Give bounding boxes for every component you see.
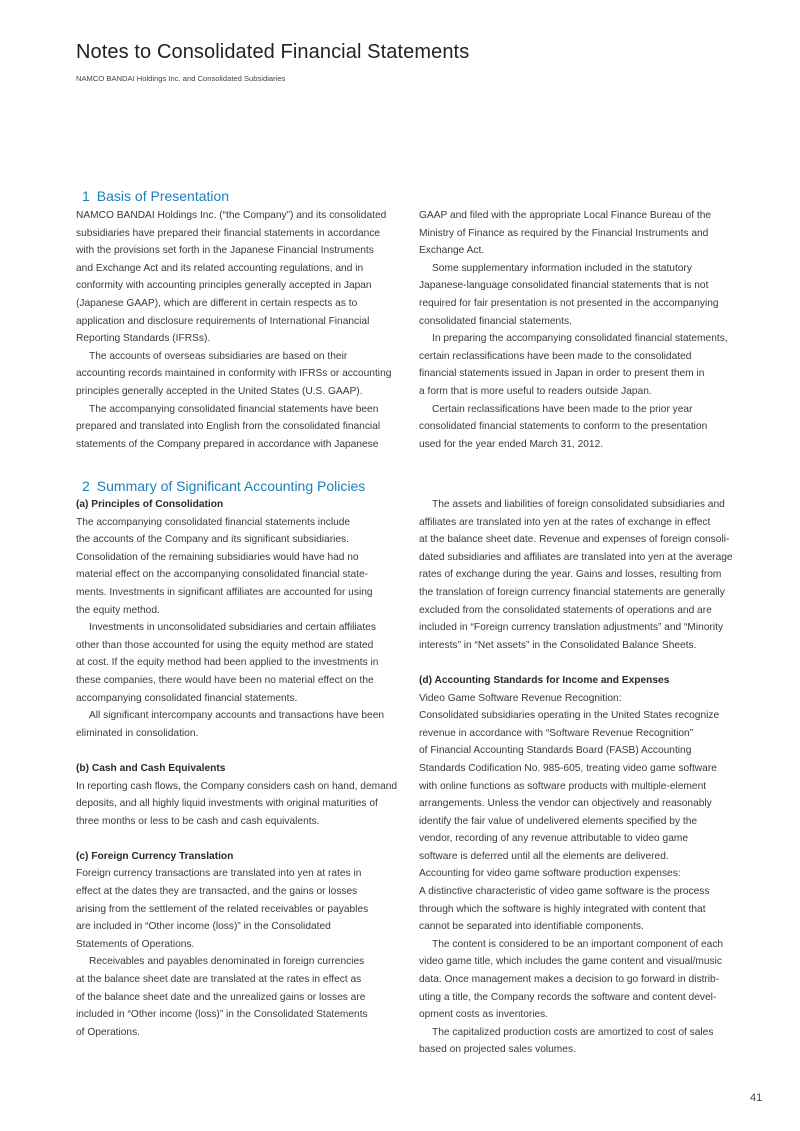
text-line: at the balance sheet date. Revenue and expenses of foreign consoli- xyxy=(419,534,730,546)
text-line: deposits, and all highly liquid investments with original maturities of xyxy=(76,798,378,810)
text-line: NAMCO BANDAI Holdings Inc. (“the Company”) and its consolidated xyxy=(76,210,387,221)
text-line: Receivables and payables denominated in foreign currencies xyxy=(89,956,365,968)
text-line: certain reclassifications have been made to the consolidated xyxy=(419,350,692,362)
text-line: Reporting Standards (IFRSs). xyxy=(76,333,211,345)
text-line: the equity method. xyxy=(76,604,160,616)
text-line: data. Once management makes a decision to go forward in distrib- xyxy=(419,974,720,986)
section-1-title: Basis of Presentation xyxy=(96,188,230,204)
text-line: Japanese-language consolidated financial statements that is not xyxy=(419,280,709,292)
text-line: Accounting for video game software production expenses: xyxy=(419,868,681,880)
text-line: with online functions as software products with multiple-element xyxy=(419,780,707,792)
text-line: and Exchange Act and its related accounting regulations, and in xyxy=(76,262,364,274)
text-line: the translation of foreign currency financial statements are generally xyxy=(419,586,725,598)
text-line: based on projected sales volumes. xyxy=(419,1044,576,1056)
text-line: conformity with accounting principles generally accepted in Japan xyxy=(76,280,372,292)
text-line: In reporting cash flows, the Company considers cash on hand, demand xyxy=(76,780,398,792)
text-line: included in “Foreign currency translation adjustments” and “Minority xyxy=(419,622,724,634)
text-line: accounting records maintained in conformity with IFRSs or accounting xyxy=(76,368,392,380)
subsection-c-heading: (c) Foreign Currency Translation xyxy=(76,850,234,862)
text-line: cannot be separated into identifiable components. xyxy=(419,921,644,933)
text-line: three months or less to be cash and cash equivalents. xyxy=(76,815,320,827)
section-1-right-column xyxy=(419,207,754,453)
text-line: of the balance sheet date and the unrealized gains or losses are xyxy=(76,991,366,1003)
subsection-b-heading: (b) Cash and Cash Equivalents xyxy=(76,762,226,774)
text-line: statements of the Company prepared in accordance with Japanese xyxy=(76,438,379,450)
text-line: Foreign currency transactions are translated into yen at rates in xyxy=(76,868,362,880)
section-1-left-column xyxy=(76,207,411,453)
text-line: are included in “Other income (loss)” in the Consolidated xyxy=(76,921,331,933)
text-line: subsidiaries have prepared their financial statements in accordance xyxy=(76,227,381,239)
text-line: The accompanying consolidated financial statements include xyxy=(76,516,351,528)
text-line: In preparing the accompanying consolidated financial statements, xyxy=(432,333,728,345)
text-line: Exchange Act. xyxy=(419,245,485,257)
text-line: rates of exchange during the year. Gains and losses, resulting from xyxy=(419,569,722,581)
text-line: Consolidation of the remaining subsidiaries would have had no xyxy=(76,551,359,563)
text-line: dated subsidiaries and affiliates are translated into yen at the average xyxy=(419,551,733,563)
text-line: excluded from the consolidated statements of operations and are xyxy=(419,604,712,616)
section-1-number: 1 xyxy=(82,188,90,204)
text-line: material effect on the accompanying consolidated financial state- xyxy=(76,569,369,581)
text-line: Some supplementary information included in the statutory xyxy=(432,262,692,274)
section-2-right-column xyxy=(419,496,754,1059)
text-line: arising from the settlement of the related receivables or payables xyxy=(76,903,369,915)
text-line: (Japanese GAAP), which are different in certain respects as to xyxy=(76,297,358,309)
section-2-left-column xyxy=(76,496,411,1041)
text-line: The accompanying consolidated financial statements have been xyxy=(89,403,379,415)
text-line: of Financial Accounting Standards Board (FASB) Accounting xyxy=(419,745,692,757)
text-line: software is deferred until all the elements are delivered. xyxy=(419,850,669,862)
text-line: interests” in “Net assets” in the Consolidated Balance Sheets. xyxy=(419,639,697,651)
text-line: with the provisions set forth in the Japanese Financial Instruments xyxy=(76,245,374,257)
text-line: consolidated financial statements to conform to the presentation xyxy=(419,421,708,433)
text-line: A distinctive characteristic of video game software is the process xyxy=(419,886,710,898)
text-line: used for the year ended March 31, 2012. xyxy=(419,438,604,450)
text-line: video game title, which includes the game content and visual/music xyxy=(419,956,722,968)
text-line: accompanying consolidated financial statements. xyxy=(76,692,298,704)
text-line: financial statements issued in Japan in order to present them in xyxy=(419,368,705,380)
text-line: the accounts of the Company and its significant subsidiaries. xyxy=(76,534,349,546)
text-line: arrangements. Unless the vendor can objectively and reasonably xyxy=(419,798,712,810)
text-line: eliminated in consolidation. xyxy=(76,727,199,739)
text-line: included in “Other income (loss)” in the Consolidated Statements xyxy=(76,1009,368,1021)
text-line: required for fair presentation is not presented in the accompanying xyxy=(419,297,719,309)
section-2-heading xyxy=(82,478,365,494)
page-title: Notes to Consolidated Financial Statements xyxy=(76,41,470,63)
text-line: Consolidated subsidiaries operating in the United States recognize xyxy=(419,710,720,722)
text-line: The assets and liabilities of foreign consolidated subsidiaries and xyxy=(432,499,725,510)
text-line: these companies, there would have been no material effect on the xyxy=(76,674,374,686)
text-line: All significant intercompany accounts and transactions have been xyxy=(89,710,385,722)
text-line: at cost. If the equity method had been applied to the investments in xyxy=(76,657,379,669)
text-line: GAAP and filed with the appropriate Local Finance Bureau of the xyxy=(419,210,712,221)
text-line: prepared and translated into English from the consolidated financial xyxy=(76,421,381,433)
text-line: Standards Codification No. 985-605, treating video game software xyxy=(419,762,717,774)
text-line: ments. Investments in significant affiliates are accounted for using xyxy=(76,586,373,598)
text-line: effect at the dates they are transacted, and the gains or losses xyxy=(76,886,358,898)
page-subtitle: NAMCO BANDAI Holdings Inc. and Consolidated Subsidiaries xyxy=(76,74,286,83)
subsection-d-heading: (d) Accounting Standards for Income and Expenses xyxy=(419,674,670,686)
text-line: application and disclosure requirements of International Financial xyxy=(76,315,370,327)
text-line: Video Game Software Revenue Recognition: xyxy=(419,692,622,704)
text-line: through which the software is highly integrated with content that xyxy=(419,903,706,915)
text-line: uting a title, the Company records the software and content devel- xyxy=(419,991,717,1003)
text-line: affiliates are translated into yen at the rates of exchange in effect xyxy=(419,516,711,528)
text-line: principles generally accepted in the United States (U.S. GAAP). xyxy=(76,385,363,397)
text-line: consolidated financial statements. xyxy=(419,315,572,327)
text-line: other than those accounted for using the equity method are stated xyxy=(76,639,374,651)
text-line: The capitalized production costs are amortized to cost of sales xyxy=(432,1026,714,1038)
text-line: identify the fair value of undelivered elements specified by the xyxy=(419,815,698,827)
text-line: revenue in accordance with “Software Revenue Recognition” xyxy=(419,727,694,739)
text-line: Statements of Operations. xyxy=(76,938,195,950)
text-line: vendor, recording of any revenue attributable to video game xyxy=(419,833,689,845)
text-line: Ministry of Finance as required by the Financial Instruments and xyxy=(419,227,709,239)
text-line: a form that is more useful to readers outside Japan. xyxy=(419,385,652,397)
text-line: Certain reclassifications have been made to the prior year xyxy=(432,403,693,415)
text-line: The accounts of overseas subsidiaries are based on their xyxy=(89,350,348,362)
section-2-number: 2 xyxy=(82,478,90,494)
section-2-title: Summary of Significant Accounting Policies xyxy=(96,478,366,494)
subsection-a-heading: (a) Principles of Consolidation xyxy=(76,499,224,510)
text-line: The content is considered to be an important component of each xyxy=(432,938,724,950)
text-line: at the balance sheet date are translated at the rates in effect as xyxy=(76,974,362,986)
text-line: opment costs as inventories. xyxy=(419,1009,549,1021)
text-line: Investments in unconsolidated subsidiaries and certain affiliates xyxy=(89,622,376,634)
text-line: of Operations. xyxy=(76,1026,140,1038)
section-1-heading xyxy=(82,188,229,204)
page-number: 41 xyxy=(750,1092,763,1104)
